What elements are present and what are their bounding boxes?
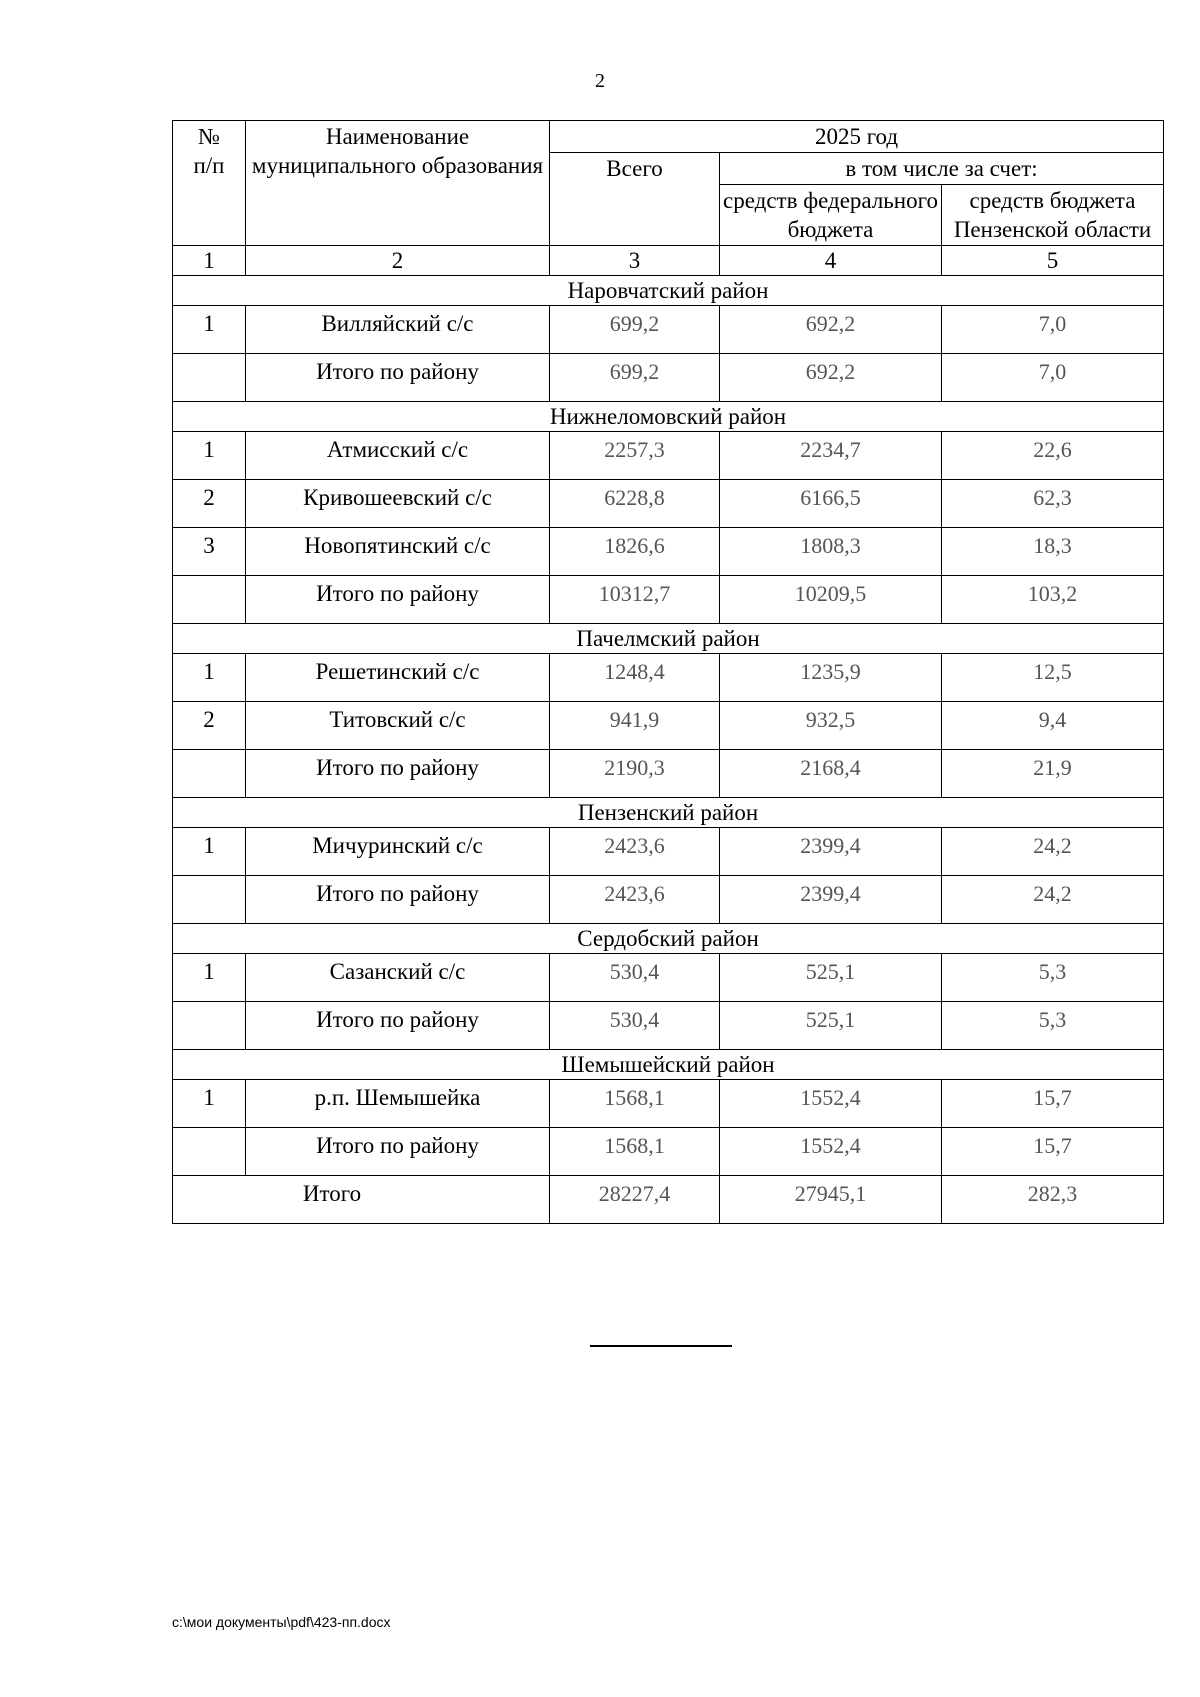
regional-value: 5,3: [942, 954, 1164, 1002]
grand-total-row: [173, 1176, 1164, 1224]
regional-value: 9,4: [942, 702, 1164, 750]
table-row: [173, 480, 1164, 528]
region-name: Шемышейский район: [173, 1050, 1164, 1080]
federal-value: 1235,9: [720, 654, 942, 702]
row-number: 2: [173, 702, 246, 750]
row-number: [173, 876, 246, 924]
grand-total-regional: 282,3: [942, 1176, 1164, 1224]
municipality-name: Итого по району: [246, 576, 550, 624]
federal-value: 6166,5: [720, 480, 942, 528]
total-value: 699,2: [550, 354, 720, 402]
federal-value: 2234,7: [720, 432, 942, 480]
header-regional: средств бюджета Пензенской области: [942, 185, 1164, 246]
row-number: 3: [173, 528, 246, 576]
federal-value: 2399,4: [720, 876, 942, 924]
region-name: Пачелмский район: [173, 624, 1164, 654]
regional-value: 7,0: [942, 306, 1164, 354]
municipality-name: Кривошеевский с/с: [246, 480, 550, 528]
total-value: 530,4: [550, 1002, 720, 1050]
header-row-1: [173, 121, 1164, 153]
table-row: [173, 1128, 1164, 1176]
total-value: 699,2: [550, 306, 720, 354]
budget-table: [172, 120, 1164, 1224]
federal-value: 1552,4: [720, 1080, 942, 1128]
row-number: [173, 1128, 246, 1176]
col-number: 2: [246, 246, 550, 276]
regional-value: 62,3: [942, 480, 1164, 528]
col-number: 1: [173, 246, 246, 276]
row-number: 1: [173, 954, 246, 1002]
region-row: [173, 276, 1164, 306]
total-value: 2423,6: [550, 876, 720, 924]
total-value: 1826,6: [550, 528, 720, 576]
row-number: 2: [173, 480, 246, 528]
col-number: 4: [720, 246, 942, 276]
regional-value: 24,2: [942, 876, 1164, 924]
total-value: 10312,7: [550, 576, 720, 624]
header-no: № п/п: [173, 121, 246, 246]
table-row: [173, 654, 1164, 702]
regional-value: 18,3: [942, 528, 1164, 576]
municipality-name: Вилляйский с/с: [246, 306, 550, 354]
col-number: 3: [550, 246, 720, 276]
row-number: [173, 750, 246, 798]
table-row: [173, 750, 1164, 798]
header-including: в том числе за счет:: [720, 153, 1164, 185]
regional-value: 15,7: [942, 1128, 1164, 1176]
footer-file-path: c:\мои документы\pdf\423-пп.docx: [172, 1614, 391, 1630]
municipality-name: Итого по району: [246, 1128, 550, 1176]
row-number: [173, 576, 246, 624]
municipality-name: Сазанский с/с: [246, 954, 550, 1002]
region-row: [173, 624, 1164, 654]
regional-value: 22,6: [942, 432, 1164, 480]
total-value: 941,9: [550, 702, 720, 750]
table-row: [173, 354, 1164, 402]
table-row: [173, 306, 1164, 354]
row-number: 1: [173, 654, 246, 702]
regional-value: 7,0: [942, 354, 1164, 402]
federal-value: 2399,4: [720, 828, 942, 876]
total-value: 2423,6: [550, 828, 720, 876]
table-row: [173, 876, 1164, 924]
total-value: 530,4: [550, 954, 720, 1002]
table-row: [173, 1080, 1164, 1128]
table-row: [173, 1002, 1164, 1050]
table-row: [173, 828, 1164, 876]
grand-total-total: 28227,4: [550, 1176, 720, 1224]
page-number: 2: [595, 70, 605, 92]
federal-value: 692,2: [720, 354, 942, 402]
row-number: 1: [173, 828, 246, 876]
row-number: 1: [173, 432, 246, 480]
regional-value: 103,2: [942, 576, 1164, 624]
municipality-name: р.п. Шемышейка: [246, 1080, 550, 1128]
federal-value: 525,1: [720, 954, 942, 1002]
table-row: [173, 528, 1164, 576]
total-value: 1568,1: [550, 1080, 720, 1128]
municipality-name: Решетинский с/с: [246, 654, 550, 702]
region-name: Наровчатский район: [173, 276, 1164, 306]
municipality-name: Новопятинский с/с: [246, 528, 550, 576]
column-numbers-row: [173, 246, 1164, 276]
region-row: [173, 924, 1164, 954]
table-row: [173, 432, 1164, 480]
federal-value: 525,1: [720, 1002, 942, 1050]
federal-value: 1808,3: [720, 528, 942, 576]
regional-value: 15,7: [942, 1080, 1164, 1128]
federal-value: 692,2: [720, 306, 942, 354]
region-name: Нижнеломовский район: [173, 402, 1164, 432]
total-value: 6228,8: [550, 480, 720, 528]
table-row: [173, 702, 1164, 750]
header-year: 2025 год: [550, 121, 1164, 153]
municipality-name: Итого по району: [246, 750, 550, 798]
region-name: Пензенский район: [173, 798, 1164, 828]
municipality-name: Итого по району: [246, 354, 550, 402]
federal-value: 1552,4: [720, 1128, 942, 1176]
region-row: [173, 402, 1164, 432]
region-row: [173, 798, 1164, 828]
col-number: 5: [942, 246, 1164, 276]
regional-value: 21,9: [942, 750, 1164, 798]
regional-value: 12,5: [942, 654, 1164, 702]
municipality-name: Титовский с/с: [246, 702, 550, 750]
total-value: 1568,1: [550, 1128, 720, 1176]
row-number: [173, 1002, 246, 1050]
grand-total-federal: 27945,1: [720, 1176, 942, 1224]
total-value: 2190,3: [550, 750, 720, 798]
municipality-name: Итого по району: [246, 876, 550, 924]
row-number: 1: [173, 306, 246, 354]
municipality-name: Атмисский с/с: [246, 432, 550, 480]
header-total: Всего: [550, 153, 720, 246]
grand-total-label: Итого: [173, 1176, 550, 1224]
region-name: Сердобский район: [173, 924, 1164, 954]
regional-value: 5,3: [942, 1002, 1164, 1050]
region-row: [173, 1050, 1164, 1080]
federal-value: 2168,4: [720, 750, 942, 798]
header-federal: средств федерального бюджета: [720, 185, 942, 246]
row-number: [173, 354, 246, 402]
footer-separator-line: [590, 1345, 732, 1347]
total-value: 1248,4: [550, 654, 720, 702]
table-row: [173, 576, 1164, 624]
row-number: 1: [173, 1080, 246, 1128]
regional-value: 24,2: [942, 828, 1164, 876]
federal-value: 10209,5: [720, 576, 942, 624]
total-value: 2257,3: [550, 432, 720, 480]
municipality-name: Итого по району: [246, 1002, 550, 1050]
municipality-name: Мичуринский с/с: [246, 828, 550, 876]
federal-value: 932,5: [720, 702, 942, 750]
table-row: [173, 954, 1164, 1002]
header-name: Наименование муниципального образования: [246, 121, 550, 246]
